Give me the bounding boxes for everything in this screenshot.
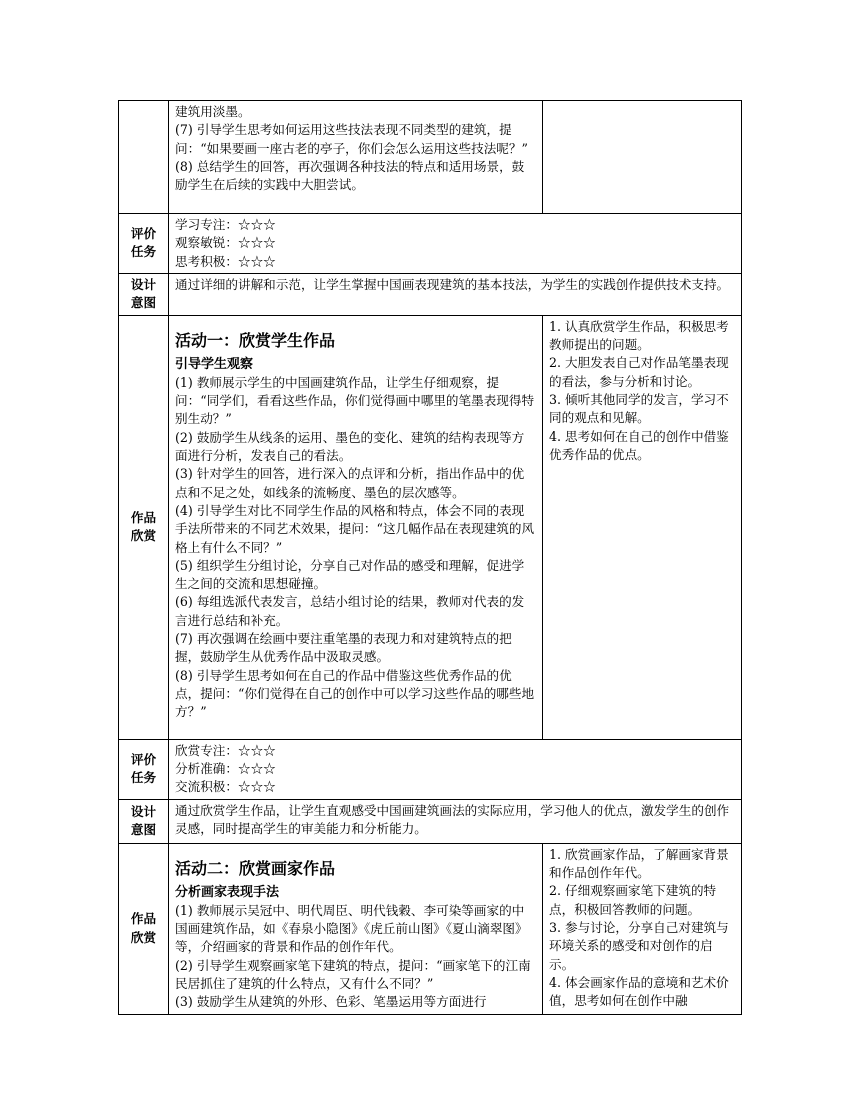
student-step: 2. 仔细观察画家笔下建筑的特点，积极回答教师的问题。 bbox=[549, 883, 717, 917]
teacher-step: 建筑用淡墨。 bbox=[175, 104, 251, 119]
evaluation-item: 分析准确：☆☆☆ bbox=[175, 761, 276, 777]
evaluation-row-1 bbox=[119, 214, 742, 274]
activity-two-row bbox=[119, 843, 742, 1014]
design-intent-row-2 bbox=[119, 799, 742, 843]
activity-one-title: 活动一：欣赏学生作品 bbox=[175, 330, 336, 350]
design-intent-text: 通过详细的讲解和示范，让学生掌握中国画表现建筑的基本技法，为学生的实践创作提供技术支持。 bbox=[169, 273, 742, 315]
evaluation-item: 欣赏专注：☆☆☆ bbox=[175, 742, 276, 758]
row-label-text: 任务 bbox=[130, 244, 157, 260]
activity-one-label bbox=[119, 315, 169, 739]
student-step: 4. 思考如何在自己的创作中借鉴优秀作品的优点。 bbox=[549, 428, 729, 462]
activity-one-teacher-cell bbox=[169, 315, 543, 739]
design-intent-label bbox=[119, 273, 169, 315]
teacher-step: (7) 再次强调在绘画中要注重笔墨的表现力和对建筑特点的把握，鼓励学生从优秀作品中汲取灵感。 bbox=[175, 631, 512, 665]
teacher-step: (2) 鼓励学生从线条的运用、墨色的变化、建筑的结构表现等方面进行分析，发表自己的看法。 bbox=[175, 429, 525, 464]
evaluation-item: 思考积极：☆☆☆ bbox=[175, 253, 276, 269]
teacher-step: (2) 引导学生观察画家笔下建筑的特点，提问：“画家笔下的江南民居抓住了建筑的什么特点，又有什么不同？” bbox=[175, 957, 531, 991]
activity-one-student-cell bbox=[543, 315, 742, 739]
activity-one-subtitle: 引导学生观察 bbox=[175, 356, 254, 372]
design-intent-row-1 bbox=[119, 273, 742, 315]
teacher-step: (1) 教师展示吴冠中、明代周臣、明代钱穀、李可染等画家的中国画建筑作品，如《春泉小隐图》《虎丘前山图》《夏山滴翠图》等，介绍画家的背景和作品的创作年代。 bbox=[175, 902, 528, 955]
activity-one-row bbox=[119, 315, 742, 739]
teacher-step: (8) 引导学生思考如何在自己的作品中借鉴这些优秀作品的优点，提问：“你们觉得在自己的创作中可以学习这些作品的哪些地方？” bbox=[175, 667, 535, 720]
teacher-step: (3) 鼓励学生从建筑的外形、色彩、笔墨运用等方面进行 bbox=[175, 994, 487, 1010]
student-step: 3. 倾听其他同学的发言，学习不同的观点和见解。 bbox=[549, 392, 729, 426]
teacher-step: (6) 每组选派代表发言，总结小组讨论的结果，教师对代表的发言进行总结和补充。 bbox=[175, 594, 525, 628]
evaluation-label bbox=[119, 214, 169, 274]
row-label-text: 设计 bbox=[130, 803, 157, 819]
student-step: 1. 欣赏画家作品，了解画家背景和作品创作年代。 bbox=[549, 846, 729, 881]
activity-two-label bbox=[119, 843, 169, 1014]
student-step: 4. 体会画家作品的意境和艺术价值，思考如何在创作中融 bbox=[549, 974, 729, 1009]
evaluation-items bbox=[169, 214, 742, 274]
activity-two-title: 活动二：欣赏画家作品 bbox=[175, 858, 336, 878]
teacher-step: (1) 教师展示学生的中国画建筑作品，让学生仔细观察，提问：“同学们，看看这些作品，你们觉得画中哪里的笔墨表现得特别生动？” bbox=[175, 374, 535, 427]
teacher-step: (7) 引导学生思考如何运用这些技法表现不同类型的建筑，提问：“如果要画一座古老的亭子，你们会怎么运用这些技法呢？” bbox=[175, 122, 528, 156]
continuation-row bbox=[119, 101, 742, 214]
student-step: 3. 参与讨论，分享自己对建筑与环境关系的感受和对创作的启示。 bbox=[549, 919, 729, 972]
student-step: 2. 大胆发表自己对作品笔墨表现的看法，参与分析和讨论。 bbox=[549, 355, 729, 389]
teacher-step: (3) 针对学生的回答，进行深入的点评和分析，指出作品中的优点和不足之处，如线条的流畅度、墨色的层次感等。 bbox=[175, 466, 525, 500]
activity-two-teacher-cell bbox=[169, 843, 543, 1014]
evaluation-item: 交流积极：☆☆☆ bbox=[175, 779, 276, 795]
row-label-text: 意图 bbox=[130, 822, 157, 838]
row-label-text: 设计 bbox=[130, 277, 157, 293]
evaluation-item: 观察敏锐：☆☆☆ bbox=[175, 235, 276, 251]
row-label-text: 任务 bbox=[130, 770, 157, 786]
row-label-text: 作品 bbox=[130, 911, 157, 927]
student-activity-cell-empty bbox=[543, 101, 742, 214]
teacher-step: (4) 引导学生对比不同学生作品的风格和特点，体会不同的表现手法所带来的不同艺术效果，提问：“这几幅作品在表现建筑的风格上有什么不同？” bbox=[175, 502, 535, 555]
teacher-step: (8) 总结学生的回答，再次强调各种技法的特点和适用场景，鼓励学生在后续的实践中大胆尝试。 bbox=[175, 158, 525, 193]
design-intent-text: 通过欣赏学生作品，让学生直观感受中国画建筑画法的实际应用，学习他人的优点，激发学生的创作灵感，同时提高学生的审美能力和分析能力。 bbox=[169, 799, 742, 843]
evaluation-item: 学习专注：☆☆☆ bbox=[175, 217, 276, 232]
teacher-step: (5) 组织学生分组讨论，分享自己对作品的感受和理解，促进学生之间的交流和思想碰撞。 bbox=[175, 557, 525, 592]
row-label-text: 欣赏 bbox=[130, 929, 157, 945]
activity-two-steps bbox=[175, 902, 536, 1012]
evaluation-row-2 bbox=[119, 739, 742, 799]
student-step: 1. 认真欣赏学生作品，积极思考教师提出的问题。 bbox=[549, 318, 729, 353]
row-label-empty bbox=[119, 101, 169, 214]
design-intent-label bbox=[119, 799, 169, 843]
activity-two-subtitle: 分析画家表现手法 bbox=[175, 884, 280, 900]
row-label-text: 欣赏 bbox=[130, 528, 157, 544]
row-label-text: 评价 bbox=[130, 752, 157, 768]
evaluation-label bbox=[119, 739, 169, 799]
row-label-text: 意图 bbox=[130, 295, 157, 311]
teacher-activity-cell bbox=[169, 101, 543, 214]
row-label-text: 作品 bbox=[130, 510, 157, 526]
lesson-plan-table bbox=[118, 100, 742, 1015]
activity-one-steps bbox=[175, 374, 536, 722]
evaluation-items bbox=[169, 739, 742, 799]
row-label-text: 评价 bbox=[130, 226, 157, 242]
activity-two-student-cell bbox=[543, 843, 742, 1014]
